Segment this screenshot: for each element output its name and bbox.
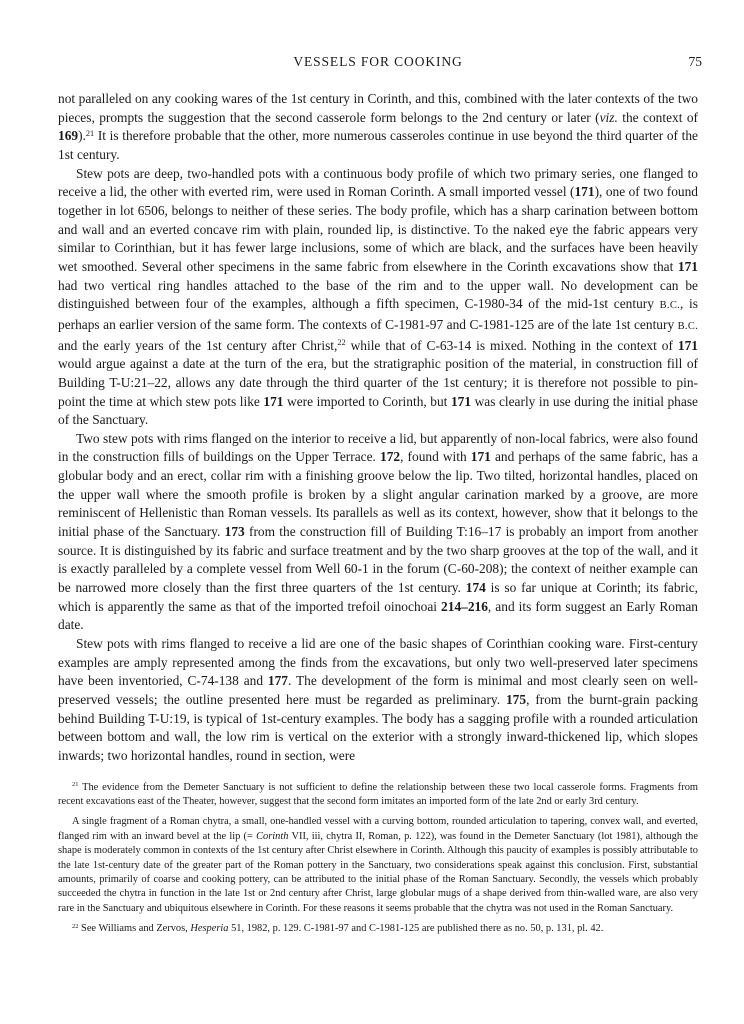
catalogue-number: 171 [263, 393, 284, 409]
body-text [58, 90, 698, 766]
text-run: would argue against a date at the turn of the era, but the stratigraphic position of the material, in construction fill of Building T-U:21–22, allows any date through the third quarter of the 1st century; it is therefore not possible to pin-point the time at which stew pots like [58, 356, 698, 409]
paragraph [58, 90, 698, 165]
running-header [58, 54, 702, 74]
catalogue-number: 214–216 [441, 598, 488, 614]
document-page [58, 54, 702, 943]
page-number: 75 [688, 54, 702, 69]
catalogue-number: 171 [677, 337, 698, 353]
text-run: ), one of two found together in lot 6506, belongs to neither of these series. The body profile, which has a sharp carination between bottom and wall and an everted concave rim with plain, rounded lip, is distinctive. To the naked eye the fabric appears very similar to Corinthian, but it has fewer large inclusions, some of which are black, and the surfaces have been heavily wet smoothed. Several other specimens in the same fabric from elsewhere in the Corinth excavations show that [58, 184, 698, 274]
italic-run: Hesperia [190, 923, 229, 935]
text-run: , and its form suggest an Early Roman date. [58, 598, 698, 633]
text-run: while that of C-63-14 is mixed. Nothing in the context of [345, 337, 678, 353]
text-run: and perhaps of the same fabric, has a globular body and an erect, collar rim with a finishing groove below the lip. Two tilted, horizontal handles, placed on the upper wall where the smooth profile is broken by a slight angular carination marked by a groove, are more reminiscent of Hellenistic than Roman vessels. Its parallels as well as its context, however, show that it belongs to the initial phase of the Sanctuary. [58, 449, 698, 540]
catalogue-number: 174 [465, 580, 486, 596]
text-run: was clearly in use during the initial phase of the Sanctuary. [58, 393, 698, 428]
footnote-ref: 21 [72, 781, 79, 789]
text-run: , from the burnt-grain packing behind Building T-U:19, is typical of 1st-century examples. The body has a sagging profile with a rounded articulation between bottom and wall, the low rim is vertical on the exterior with a strongly inward-thickened lip, which slopes inwards; two horizontal handles, round in section, were [58, 692, 698, 763]
text-run: The evidence from the Demeter Sanctuary is not sufficient to define the relationship between these two local casserole forms. Fragments from recent excavations east of the Theater, however, suggest that the second form imitates an imported form of the late 2nd or early 3rd century. [58, 781, 698, 808]
text-run: from the construction fill of Building T:16–17 is probably an import from another source. It is distinguished by its fabric and surface treatment and by the two sharp grooves at the top of the wall, and it is exactly paralleled by a complete vessel from Well 60-1 in the forum (C-60-208); the context of neither example can be narrowed more closely than the first three quarters of the 1st century. [58, 524, 698, 596]
text-run: had two vertical ring handles attached to the base of the rim and to the upper wall. No development can be distinguished between four of the examples, although a fifth specimen, C-1980-34 of the mid-1st century [58, 277, 698, 312]
text-run: VII, iii, chytra II, Roman, p. 122), was found in the Demeter Sanctuary (lot 1981), although the shape is moderately common in contexts of the 1st century after Christ elsewhere in Corinth. Although this paucity of examples is possibly attributable to the late 1st-century date of the greater part of the Roman pottery in the Sanctuary, two considerations speak against this conclusion. First, substantial amounts, primarily of coarse and cooking pottery, can be attributed to the initial phase of the Roman Sanctuary. Secondly, the vessels which probably succeeded the chytra in function in the late 1st or 2nd century after Christ, large globular mugs of a shape derived from thin-walled ware, are also very rare in the Sanctuary and ubiquitous elsewhere in Corinth. For these reasons it seems probable that the chytra was not used in the Roman Sanctuary. [58, 830, 698, 914]
text-run: were imported to Corinth, but [283, 393, 451, 409]
text-run: is so far unique at Corinth; its fabric, which is apparently the same as that of the imported trefoil oinochoai [58, 580, 698, 614]
text-run: 51, 1982, p. 129. C-1981-97 and C-1981-125 are published there as no. 50, p. 131, pl. 42. [228, 923, 604, 935]
catalogue-number: 171 [470, 449, 491, 465]
italic-run: Corinth [256, 830, 289, 842]
small-caps-run: B.C. [659, 300, 680, 312]
catalogue-number: 175 [505, 692, 527, 707]
footnote-ref: 21 [85, 128, 95, 138]
text-run: Two stew pots with rims flanged on the interior to receive a lid, but apparently of non-local fabrics, were also found in the construction fills of buildings on the Upper Terrace. [58, 430, 698, 465]
text-run: ). [78, 128, 86, 144]
paragraph [58, 430, 698, 635]
text-run: . The development of the form is minimal and most clearly seen on well-preserved vessels; the outline presented here must be regarded as preliminary. [58, 673, 698, 707]
catalogue-number: 173 [224, 524, 245, 540]
small-caps-run: B.C. [677, 320, 698, 332]
text-run: , found with [400, 449, 471, 465]
catalogue-number: 171 [574, 184, 595, 200]
text-run: not paralleled on any cooking wares of the 1st century in Corinth, and this, combined with the later contexts of the two pieces, prompts the suggestion that the second casserole form belongs to the 2nd century or later ( [58, 91, 698, 125]
footnote-21 [58, 781, 698, 810]
catalogue-number: 169 [58, 128, 79, 144]
footnotes [58, 781, 698, 937]
footnote-ref: 22 [72, 922, 79, 930]
text-run: Stew pots with rims flanged to receive a lid are one of the basic shapes of Corinthian cooking ware. First-century examples are amply represented among the finds from the excavations, but only two well-preserved later specimens have been inventoried, C-74-138 and [58, 636, 698, 689]
footnote-ref: 22 [337, 337, 346, 347]
text-run: A single fragment of a Roman chytra, a small, one-handled vessel with a curving bottom, rounded articulation to tapering, convex wall, and everted, flanged rim with an inward bevel at the lip (= [58, 816, 698, 842]
paragraph [58, 635, 698, 766]
text-run: It is therefore probable that the other, more numerous casseroles continue in use beyond the third quarter of the 1st century. [58, 128, 698, 162]
catalogue-number: 171 [450, 393, 472, 409]
text-run: the context of [617, 109, 698, 125]
italic-run: viz. [599, 109, 618, 125]
catalogue-number: 177 [267, 673, 288, 689]
footnote-22 [58, 922, 698, 936]
text-run: and the early years of the 1st century after Christ, [58, 337, 338, 353]
chapter-title: VESSELS FOR COOKING [293, 54, 463, 69]
catalogue-number: 172 [380, 449, 401, 465]
text-run: Stew pots are deep, two-handled pots with a continuous body profile of which two primary series, one flanged to receive a lid, the other with everted rim, were used in Roman Corinth. A small imported vessel ( [58, 165, 698, 200]
catalogue-number: 171 [677, 258, 698, 274]
paragraph [58, 165, 698, 430]
text-run: See Williams and Zervos, [78, 923, 191, 935]
footnote-21-continuation [58, 815, 698, 916]
text-run: , is perhaps an earlier version of the same form. The contexts of C-1981-97 and C-1981-125 are of the late 1st century [58, 296, 698, 332]
